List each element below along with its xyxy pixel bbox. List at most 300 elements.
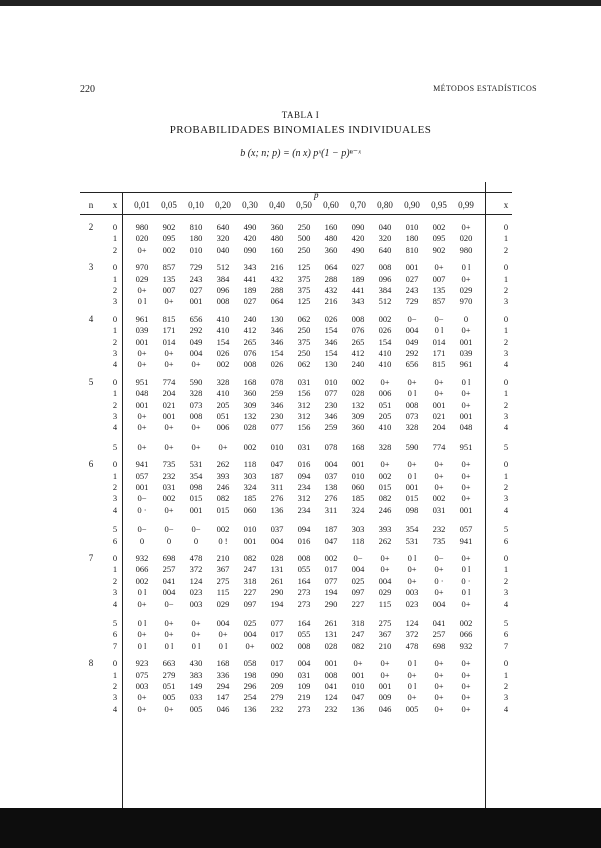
probability-cell: 336 bbox=[216, 669, 230, 680]
probability-cell: 902 bbox=[162, 222, 176, 232]
probability-cell: 037 bbox=[270, 524, 284, 535]
probability-cell: 028 bbox=[324, 640, 338, 651]
x-value-right: 1 bbox=[503, 273, 509, 284]
probability-cell: 0+ bbox=[434, 388, 444, 399]
probability-cell: 328 bbox=[405, 422, 419, 433]
probability-cell: 0 bbox=[463, 313, 469, 324]
probability-cell: 187 bbox=[324, 524, 338, 535]
probability-cell: 857 bbox=[432, 296, 446, 307]
probability-cell: 020 bbox=[135, 233, 149, 244]
probability-cell: 288 bbox=[324, 273, 338, 284]
probability-cell: 008 bbox=[324, 669, 338, 680]
n-value: 2 bbox=[88, 222, 94, 232]
probability-cell: 004 bbox=[405, 325, 419, 336]
probability-cell: 118 bbox=[243, 459, 257, 470]
probability-cell: 066 bbox=[135, 564, 149, 575]
n-value: 6 bbox=[88, 459, 94, 470]
probability-cell: 810 bbox=[189, 222, 203, 232]
probability-cell: 0+ bbox=[461, 658, 471, 669]
n-value: 8 bbox=[88, 658, 94, 669]
probability-cell: 216 bbox=[324, 296, 338, 307]
x-value-right: 0 bbox=[503, 222, 509, 232]
probability-cell: 0+ bbox=[380, 553, 390, 563]
section-name: MÉTODOS ESTADÍSTICOS bbox=[433, 84, 537, 93]
probability-cell: 015 bbox=[216, 504, 230, 515]
probability-cell: 010 bbox=[351, 470, 365, 481]
probability-cell: 698 bbox=[432, 640, 446, 651]
x-value: 4 bbox=[112, 598, 118, 609]
probability-cell: 346 bbox=[270, 336, 284, 347]
probability-cell: 125 bbox=[297, 262, 311, 273]
probability-cell: 062 bbox=[297, 359, 311, 370]
probability-cell: 0+ bbox=[434, 459, 444, 470]
probability-cell: 003 bbox=[135, 681, 149, 691]
probability-cell: 096 bbox=[378, 273, 392, 284]
probability-cell: 273 bbox=[297, 598, 311, 609]
probability-cell: 774 bbox=[432, 441, 446, 452]
probability-cell: 0 l bbox=[407, 658, 417, 669]
probability-cell: 318 bbox=[243, 575, 257, 586]
x-value: 6 bbox=[112, 535, 118, 546]
probability-cell: 130 bbox=[324, 359, 338, 370]
probability-cell: 001 bbox=[189, 504, 203, 515]
probability-cell: 857 bbox=[162, 262, 176, 273]
x-value-right: 0 bbox=[503, 459, 509, 470]
probability-cell: 0 · bbox=[434, 575, 444, 586]
probability-cell: 0+ bbox=[137, 411, 147, 421]
probability-cell: 273 bbox=[297, 587, 311, 598]
probability-cell: 014 bbox=[432, 336, 446, 347]
probability-cell: 309 bbox=[243, 399, 257, 410]
probability-cell: 002 bbox=[432, 493, 446, 504]
probability-cell: 311 bbox=[324, 504, 338, 515]
probability-cell: 027 bbox=[351, 262, 365, 273]
x-value-right: 0 bbox=[503, 313, 509, 324]
probability-cell: 194 bbox=[270, 598, 284, 609]
probability-cell: 343 bbox=[351, 296, 365, 307]
probability-cell: 0+ bbox=[461, 553, 471, 563]
probability-cell: 216 bbox=[270, 262, 284, 273]
probability-cell: 041 bbox=[324, 681, 338, 691]
probability-cell: 420 bbox=[243, 233, 257, 244]
x-value-right: 2 bbox=[503, 575, 509, 586]
probability-cell: 0 l bbox=[461, 587, 471, 598]
probability-cell: 318 bbox=[351, 618, 365, 628]
probability-cell: 094 bbox=[297, 470, 311, 481]
probability-cell: 0+ bbox=[380, 564, 390, 575]
probability-cell: 312 bbox=[297, 493, 311, 504]
probability-cell: 090 bbox=[270, 669, 284, 680]
probability-cell: 0+ bbox=[407, 669, 417, 680]
probability-cell: 082 bbox=[243, 553, 257, 563]
x-value-right: 3 bbox=[503, 493, 509, 504]
probability-cell: 0+ bbox=[218, 629, 228, 640]
probability-cell: 354 bbox=[405, 524, 419, 535]
probability-cell: 0+ bbox=[434, 692, 444, 703]
probability-cell: 205 bbox=[378, 411, 392, 421]
x-value-right: 2 bbox=[503, 244, 509, 255]
probability-cell: 0+ bbox=[245, 640, 255, 651]
probability-cell: 384 bbox=[378, 285, 392, 295]
probability-cell: 001 bbox=[459, 411, 473, 421]
probability-cell: 941 bbox=[135, 459, 149, 470]
probability-cell: 980 bbox=[135, 222, 149, 232]
probability-cell: 247 bbox=[351, 629, 365, 640]
probability-cell: 354 bbox=[189, 470, 203, 481]
probability-cell: 0+ bbox=[353, 658, 363, 669]
probability-cell: 656 bbox=[189, 313, 203, 324]
probability-cell: 246 bbox=[216, 482, 230, 492]
probability-cell: 204 bbox=[162, 388, 176, 399]
probability-cell: 008 bbox=[216, 296, 230, 307]
probability-cell: 384 bbox=[216, 273, 230, 284]
probability-cell: 0 l bbox=[137, 296, 147, 307]
probability-cell: 0 l bbox=[407, 553, 417, 563]
probability-cell: 082 bbox=[378, 493, 392, 504]
probability-cell: 0+ bbox=[407, 459, 417, 470]
n-value: 4 bbox=[88, 313, 94, 324]
probability-cell: 033 bbox=[189, 692, 203, 703]
probability-cell: 002 bbox=[351, 376, 365, 387]
probability-cell: 0+ bbox=[461, 692, 471, 703]
header-rule bbox=[80, 214, 512, 215]
probability-cell: 240 bbox=[243, 313, 257, 324]
x-value-right: 4 bbox=[503, 504, 509, 515]
probability-cell: 328 bbox=[216, 376, 230, 387]
probability-cell: 027 bbox=[189, 285, 203, 295]
probability-cell: 131 bbox=[324, 629, 338, 640]
probability-cell: 180 bbox=[405, 233, 419, 244]
probability-cell: 262 bbox=[378, 535, 392, 546]
probability-cell: 774 bbox=[162, 376, 176, 387]
column-header: 0,40 bbox=[269, 200, 285, 210]
probability-cell: 055 bbox=[297, 564, 311, 575]
probability-cell: 0+ bbox=[380, 669, 390, 680]
probability-cell: 125 bbox=[297, 296, 311, 307]
probability-cell: 075 bbox=[135, 669, 149, 680]
probability-cell: 346 bbox=[324, 411, 338, 421]
probability-cell: 147 bbox=[216, 692, 230, 703]
probability-cell: 279 bbox=[162, 669, 176, 680]
probability-cell: 234 bbox=[297, 482, 311, 492]
probability-cell: 097 bbox=[243, 598, 257, 609]
probability-cell: 010 bbox=[270, 441, 284, 452]
x-value-right: 4 bbox=[503, 703, 509, 714]
probability-cell: 320 bbox=[216, 233, 230, 244]
probability-cell: 205 bbox=[216, 399, 230, 410]
probability-cell: 0+ bbox=[407, 564, 417, 575]
probability-cell: 098 bbox=[189, 482, 203, 492]
probability-cell: 360 bbox=[270, 222, 284, 232]
probability-cell: 096 bbox=[216, 285, 230, 295]
probability-cell: 001 bbox=[351, 669, 365, 680]
probability-cell: 261 bbox=[324, 618, 338, 628]
probability-cell: 124 bbox=[405, 618, 419, 628]
probability-cell: 232 bbox=[162, 470, 176, 481]
probability-cell: 932 bbox=[459, 640, 473, 651]
probability-cell: 135 bbox=[432, 285, 446, 295]
column-header: n bbox=[88, 200, 94, 210]
probability-cell: 0+ bbox=[137, 629, 147, 640]
probability-cell: 004 bbox=[162, 587, 176, 598]
probability-cell: 0+ bbox=[164, 441, 174, 452]
probability-cell: 002 bbox=[459, 618, 473, 628]
probability-cell: 0− bbox=[434, 553, 444, 563]
probability-cell: 004 bbox=[270, 535, 284, 546]
probability-cell: 077 bbox=[270, 422, 284, 433]
probability-cell: 020 bbox=[459, 233, 473, 244]
probability-cell: 432 bbox=[270, 273, 284, 284]
probability-cell: 017 bbox=[270, 629, 284, 640]
x-value-right: 3 bbox=[503, 296, 509, 307]
column-header: 0,99 bbox=[458, 200, 474, 210]
probability-cell: 028 bbox=[270, 553, 284, 563]
probability-cell: 276 bbox=[270, 493, 284, 504]
probability-cell: 227 bbox=[351, 598, 365, 609]
column-header: 0,70 bbox=[350, 200, 366, 210]
probability-cell: 001 bbox=[459, 504, 473, 515]
x-value: 4 bbox=[112, 359, 118, 370]
probability-cell: 292 bbox=[189, 325, 203, 336]
probability-cell: 328 bbox=[378, 441, 392, 452]
probability-cell: 021 bbox=[162, 399, 176, 410]
x-value-right: 7 bbox=[503, 640, 509, 651]
probability-cell: 410 bbox=[378, 348, 392, 358]
probability-cell: 003 bbox=[405, 587, 419, 598]
probability-cell: 016 bbox=[297, 459, 311, 470]
probability-cell: 124 bbox=[189, 575, 203, 586]
probability-cell: 095 bbox=[432, 233, 446, 244]
probability-cell: 008 bbox=[378, 262, 392, 273]
probability-cell: 057 bbox=[459, 524, 473, 535]
x-value: 5 bbox=[112, 618, 118, 628]
probability-cell: 0+ bbox=[407, 376, 417, 387]
x-value: 0 bbox=[112, 459, 118, 470]
probability-cell: 164 bbox=[297, 575, 311, 586]
probability-cell: 047 bbox=[324, 535, 338, 546]
probability-cell: 051 bbox=[162, 681, 176, 691]
probability-cell: 185 bbox=[243, 493, 257, 504]
probability-cell: 0+ bbox=[191, 441, 201, 452]
probability-cell: 060 bbox=[351, 482, 365, 492]
probability-cell: 0+ bbox=[434, 262, 444, 273]
probability-cell: 115 bbox=[216, 587, 230, 598]
x-value: 2 bbox=[112, 399, 118, 410]
x-value: 6 bbox=[112, 629, 118, 640]
probability-cell: 002 bbox=[243, 441, 257, 452]
table-label: TABLA I bbox=[281, 110, 320, 120]
probability-cell: 656 bbox=[405, 359, 419, 370]
probability-cell: 029 bbox=[459, 285, 473, 295]
probability-cell: 531 bbox=[189, 459, 203, 470]
probability-cell: 432 bbox=[324, 285, 338, 295]
probability-cell: 109 bbox=[297, 681, 311, 691]
probability-cell: 531 bbox=[405, 535, 419, 546]
probability-cell: 0+ bbox=[434, 587, 444, 598]
probability-cell: 980 bbox=[459, 244, 473, 255]
probability-cell: 180 bbox=[189, 233, 203, 244]
probability-cell: 168 bbox=[351, 441, 365, 452]
probability-cell: 051 bbox=[216, 411, 230, 421]
n-value: 5 bbox=[88, 376, 94, 387]
probability-cell: 0+ bbox=[380, 459, 390, 470]
x-value-right: 2 bbox=[503, 399, 509, 410]
probability-cell: 246 bbox=[378, 504, 392, 515]
probability-cell: 025 bbox=[243, 618, 257, 628]
probability-cell: 082 bbox=[351, 640, 365, 651]
probability-cell: 360 bbox=[324, 244, 338, 255]
scan-bottom-edge bbox=[0, 808, 601, 848]
probability-cell: 007 bbox=[432, 273, 446, 284]
probability-cell: 002 bbox=[378, 470, 392, 481]
probability-cell: 0 · bbox=[461, 575, 471, 586]
probability-cell: 735 bbox=[162, 459, 176, 470]
probability-cell: 028 bbox=[351, 388, 365, 399]
probability-cell: 001 bbox=[162, 411, 176, 421]
probability-cell: 0+ bbox=[380, 376, 390, 387]
probability-cell: 171 bbox=[162, 325, 176, 336]
probability-cell: 290 bbox=[324, 598, 338, 609]
probability-cell: 292 bbox=[405, 348, 419, 358]
probability-cell: 0− bbox=[137, 493, 147, 504]
probability-cell: 729 bbox=[405, 296, 419, 307]
probability-cell: 0+ bbox=[164, 422, 174, 433]
probability-cell: 023 bbox=[189, 587, 203, 598]
x-value-right: 3 bbox=[503, 348, 509, 358]
probability-cell: 276 bbox=[324, 493, 338, 504]
probability-cell: 0+ bbox=[461, 388, 471, 399]
probability-cell: 0+ bbox=[164, 618, 174, 628]
x-value: 3 bbox=[112, 493, 118, 504]
probability-cell: 090 bbox=[243, 244, 257, 255]
probability-cell: 004 bbox=[243, 629, 257, 640]
probability-cell: 210 bbox=[378, 640, 392, 651]
column-header: 0,80 bbox=[377, 200, 393, 210]
column-header: 0,60 bbox=[323, 200, 339, 210]
scan-top-edge bbox=[0, 0, 601, 6]
x-value-right: 0 bbox=[503, 376, 509, 387]
probability-cell: 0 · bbox=[137, 504, 147, 515]
probability-cell: 0 l bbox=[137, 640, 147, 651]
probability-cell: 0+ bbox=[407, 692, 417, 703]
probability-cell: 047 bbox=[351, 692, 365, 703]
probability-cell: 815 bbox=[432, 359, 446, 370]
probability-cell: 005 bbox=[189, 703, 203, 714]
probability-cell: 0 l bbox=[218, 640, 228, 651]
probability-cell: 0 bbox=[139, 535, 145, 546]
probability-cell: 0 l bbox=[461, 564, 471, 575]
probability-cell: 490 bbox=[243, 222, 257, 232]
probability-cell: 004 bbox=[324, 459, 338, 470]
x-value: 0 bbox=[112, 222, 118, 232]
probability-cell: 0 l bbox=[407, 470, 417, 481]
probability-cell: 0+ bbox=[137, 598, 147, 609]
probability-cell: 729 bbox=[189, 262, 203, 273]
probability-cell: 0 l bbox=[164, 640, 174, 651]
probability-cell: 232 bbox=[270, 703, 284, 714]
probability-cell: 002 bbox=[135, 575, 149, 586]
x-value-right: 4 bbox=[503, 359, 509, 370]
probability-cell: 0+ bbox=[164, 348, 174, 358]
probability-cell: 243 bbox=[405, 285, 419, 295]
probability-cell: 0− bbox=[191, 524, 201, 535]
probability-cell: 014 bbox=[162, 336, 176, 347]
x-value: 0 bbox=[112, 262, 118, 273]
probability-cell: 001 bbox=[324, 658, 338, 669]
x-value: 7 bbox=[112, 640, 118, 651]
probability-cell: 0+ bbox=[380, 658, 390, 669]
probability-cell: 393 bbox=[378, 524, 392, 535]
probability-cell: 312 bbox=[297, 411, 311, 421]
probability-cell: 275 bbox=[216, 575, 230, 586]
x-value: 2 bbox=[112, 336, 118, 347]
probability-cell: 037 bbox=[324, 470, 338, 481]
probability-cell: 154 bbox=[324, 325, 338, 336]
probability-cell: 058 bbox=[243, 658, 257, 669]
probability-cell: 247 bbox=[243, 564, 257, 575]
probability-cell: 0+ bbox=[434, 658, 444, 669]
probability-cell: 029 bbox=[135, 273, 149, 284]
probability-cell: 0+ bbox=[461, 273, 471, 284]
probability-cell: 135 bbox=[162, 273, 176, 284]
probability-cell: 006 bbox=[216, 422, 230, 433]
probability-cell: 057 bbox=[135, 470, 149, 481]
x-value-right: 4 bbox=[503, 598, 509, 609]
probability-cell: 961 bbox=[135, 313, 149, 324]
probability-cell: 097 bbox=[351, 587, 365, 598]
probability-cell: 0− bbox=[137, 524, 147, 535]
probability-cell: 393 bbox=[216, 470, 230, 481]
probability-cell: 015 bbox=[378, 482, 392, 492]
n-value: 3 bbox=[88, 262, 94, 273]
x-value: 4 bbox=[112, 422, 118, 433]
probability-cell: 041 bbox=[432, 618, 446, 628]
probability-cell: 279 bbox=[270, 692, 284, 703]
probability-cell: 010 bbox=[324, 376, 338, 387]
probability-cell: 077 bbox=[324, 575, 338, 586]
probability-cell: 002 bbox=[162, 493, 176, 504]
probability-cell: 375 bbox=[297, 285, 311, 295]
probability-cell: 0+ bbox=[164, 504, 174, 515]
probability-cell: 0+ bbox=[191, 359, 201, 370]
probability-cell: 076 bbox=[351, 325, 365, 336]
x-value-right: 6 bbox=[503, 535, 509, 546]
probability-cell: 171 bbox=[432, 348, 446, 358]
probability-cell: 810 bbox=[405, 244, 419, 255]
probability-cell: 0 l bbox=[461, 376, 471, 387]
x-value: 1 bbox=[112, 273, 118, 284]
probability-cell: 073 bbox=[189, 399, 203, 410]
probability-cell: 372 bbox=[189, 564, 203, 575]
column-header: x bbox=[503, 200, 509, 210]
probability-cell: 007 bbox=[162, 285, 176, 295]
probability-cell: 0 l bbox=[434, 325, 444, 336]
probability-cell: 078 bbox=[324, 441, 338, 452]
probability-cell: 410 bbox=[378, 359, 392, 370]
probability-cell: 185 bbox=[351, 493, 365, 504]
probability-cell: 412 bbox=[243, 325, 257, 336]
x-value: 5 bbox=[112, 524, 118, 535]
x-value-right: 1 bbox=[503, 325, 509, 336]
probability-cell: 410 bbox=[216, 325, 230, 336]
probability-cell: 257 bbox=[162, 564, 176, 575]
probability-cell: 262 bbox=[216, 459, 230, 470]
probability-cell: 004 bbox=[378, 575, 392, 586]
probability-cell: 0+ bbox=[461, 493, 471, 504]
probability-cell: 132 bbox=[351, 399, 365, 410]
probability-cell: 328 bbox=[189, 388, 203, 399]
x-value: 2 bbox=[112, 575, 118, 586]
